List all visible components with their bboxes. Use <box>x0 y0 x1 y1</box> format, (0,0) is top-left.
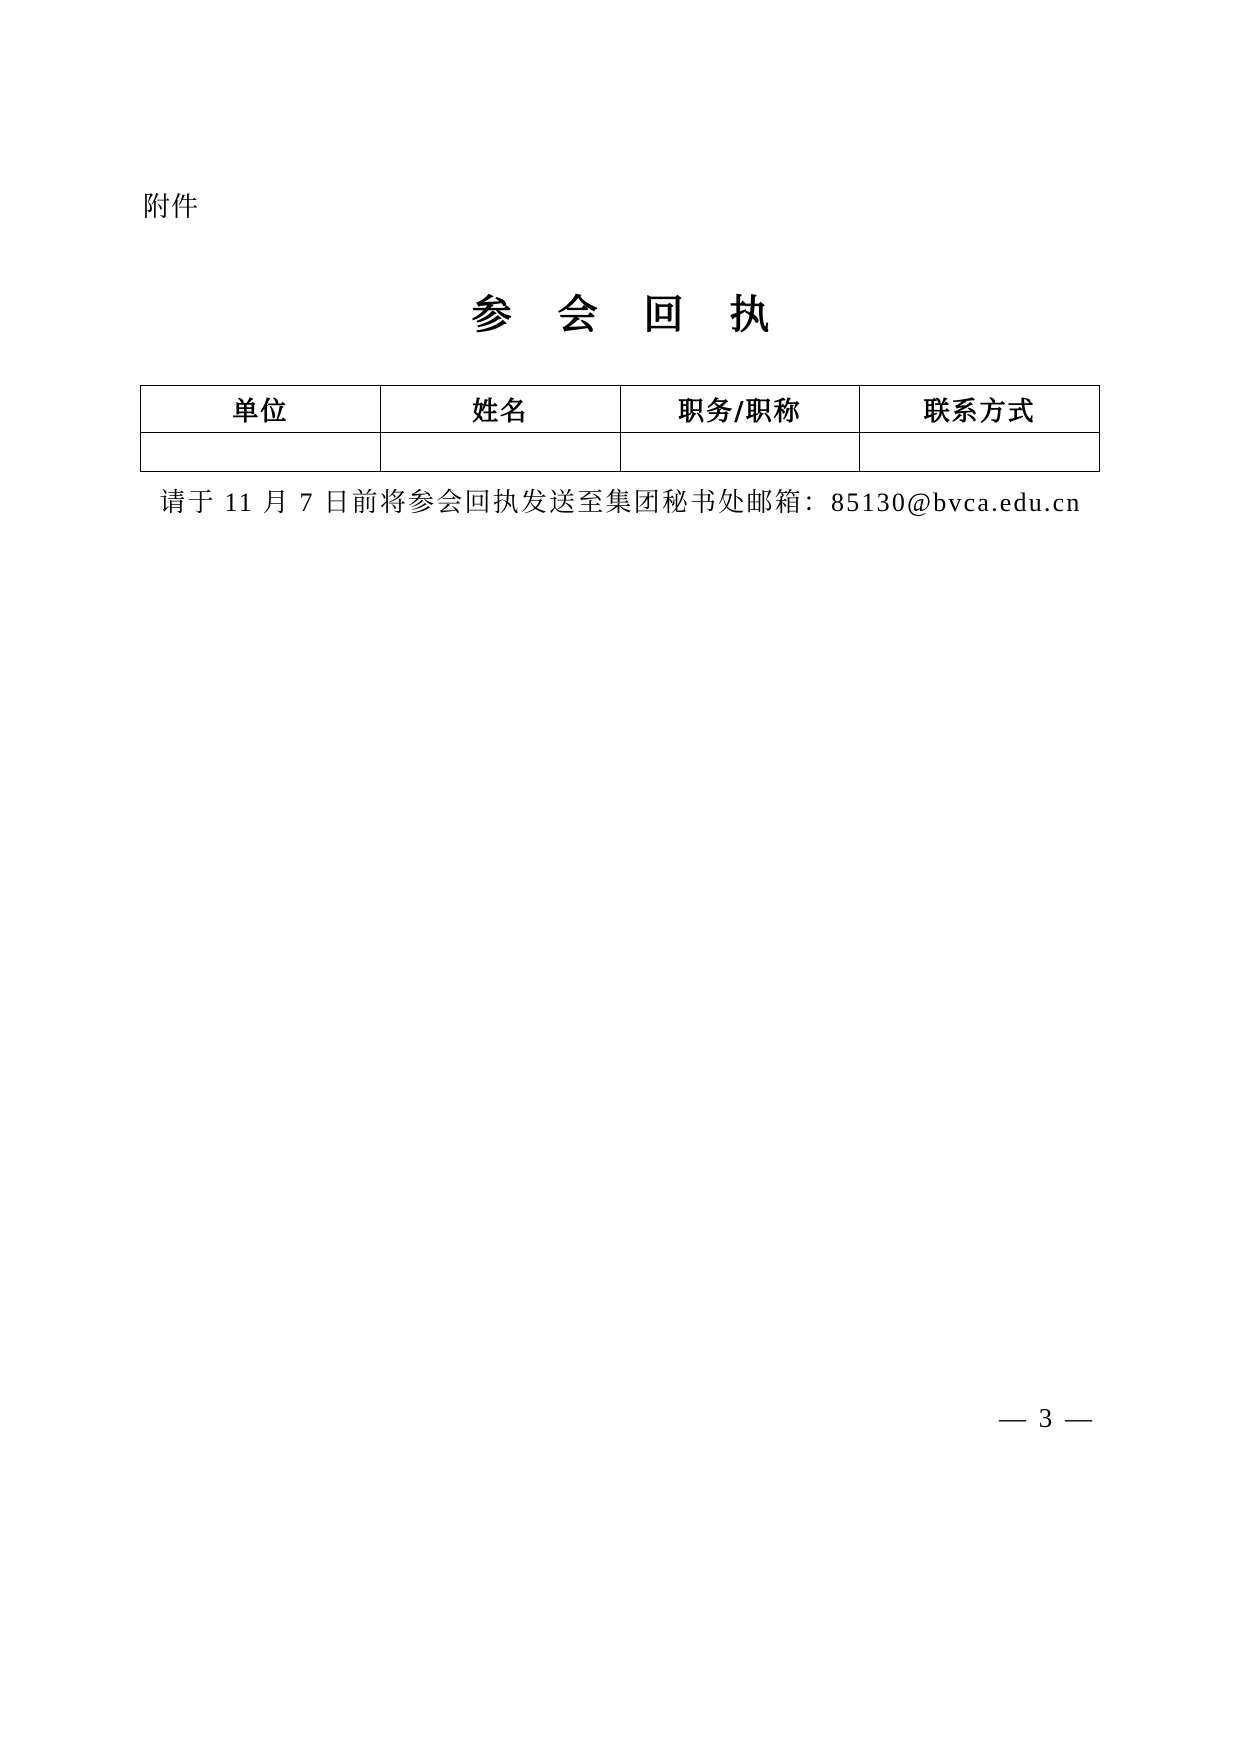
table-header-row <box>141 386 1100 433</box>
page-title: 参 会 回 执 <box>471 292 786 338</box>
table-cell-position[interactable] <box>620 433 860 472</box>
table-header-unit: 单位 <box>141 386 381 433</box>
table-header-position: 职务/职称 <box>620 386 860 433</box>
submission-note: 请于 11 月 7 日前将参会回执发送至集团秘书处邮箱：85130@bvca.edu.cn <box>159 488 1082 517</box>
table-row <box>141 433 1100 472</box>
table-header-contact: 联系方式 <box>860 386 1100 433</box>
table-header-name: 姓名 <box>380 386 620 433</box>
table-cell-contact[interactable] <box>860 433 1100 472</box>
table-cell-name[interactable] <box>380 433 620 472</box>
receipt-table <box>140 385 1100 472</box>
table-cell-unit[interactable] <box>141 433 381 472</box>
attachment-label: 附件 <box>143 192 199 223</box>
page-number: — 3 — <box>999 1403 1095 1433</box>
